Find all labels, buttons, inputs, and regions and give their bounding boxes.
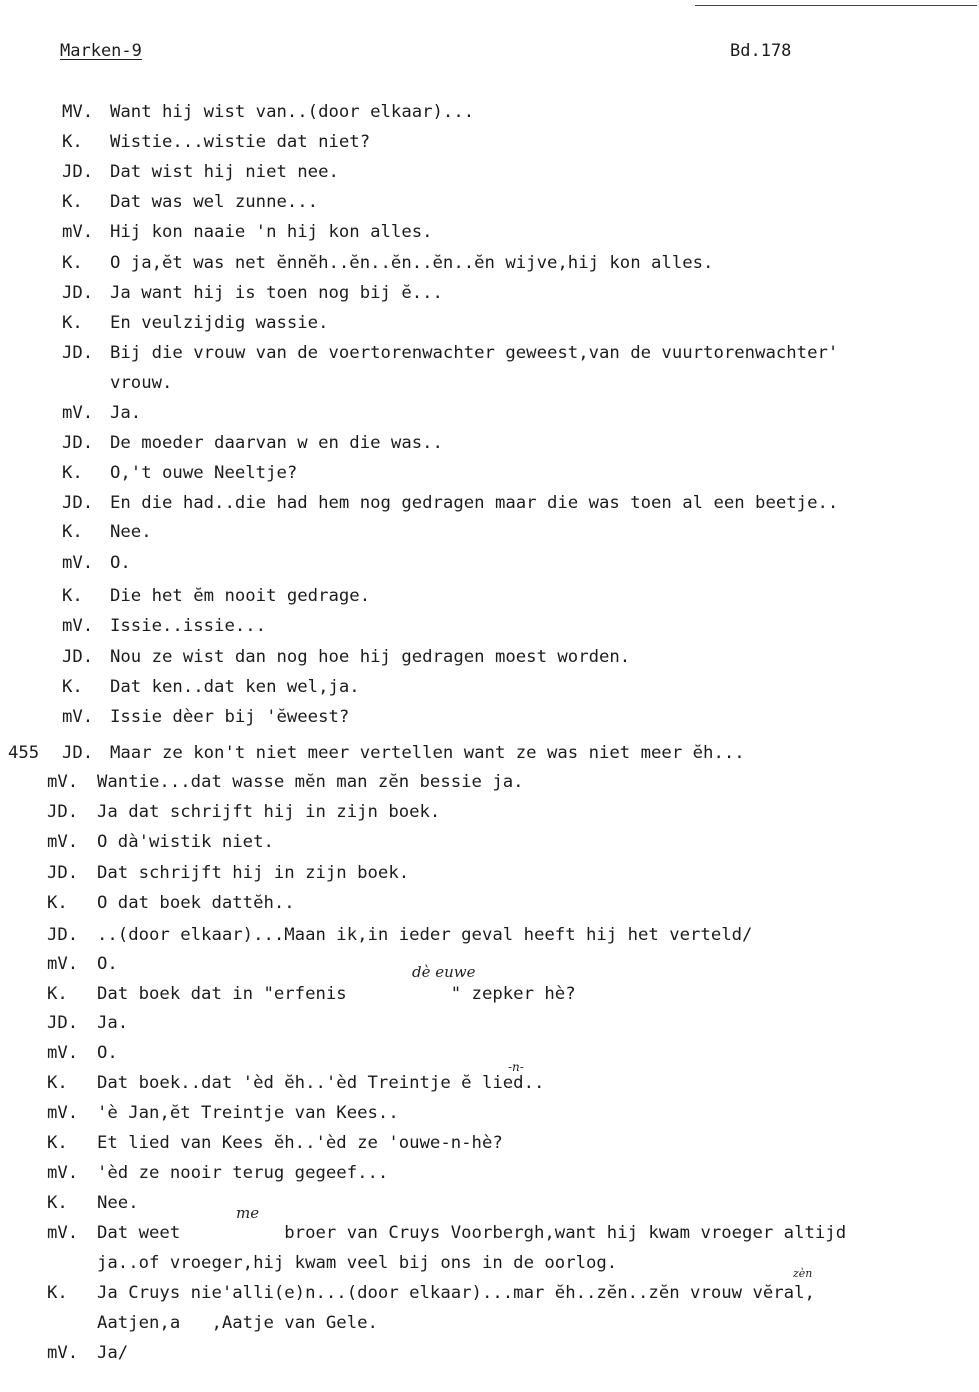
line-number: 455	[8, 743, 40, 763]
speaker-label: K.	[62, 192, 83, 212]
utterance-text: O.	[97, 954, 118, 974]
utterance-text: O,'t ouwe Neeltje?	[110, 463, 298, 483]
utterance-text: Dat weet broer van Cruys Voorbergh,want hij kwam vroeger altijd	[97, 1223, 847, 1243]
handwritten-note-treintje: -n-	[508, 1060, 524, 1074]
speaker-label: K.	[47, 1193, 68, 1213]
utterance-text: En die had..die had hem nog gedragen maar die was toen al een beetje..	[110, 493, 839, 513]
speaker-label: K.	[62, 522, 83, 542]
utterance-text: Issie dèer bij 'ĕweest?	[110, 707, 350, 727]
utterance-text: Dat boek..dat 'èd ĕh..'èd Treintje ĕ lied..	[97, 1073, 545, 1093]
utterance-text: Ja dat schrijft hij in zijn boek.	[97, 802, 441, 822]
utterance-text: Et lied van Kees ĕh..'èd ze 'ouwe-n-hè?	[97, 1133, 503, 1153]
speaker-label: JD.	[62, 493, 94, 513]
utterance-text: O dà'wistik niet.	[97, 832, 274, 852]
utterance-text: Dat boek dat in "erfenis " zepker hè?	[97, 984, 576, 1004]
handwritten-note-erfenis: dè euwe	[412, 963, 476, 981]
utterance-text: 'èd ze nooir terug gegeef...	[97, 1163, 389, 1183]
speaker-label: JD.	[62, 647, 94, 667]
utterance-text: Ja/	[97, 1343, 129, 1363]
utterance-text: vrouw.	[110, 373, 173, 393]
utterance-text: Ja.	[110, 403, 142, 423]
speaker-label: JD.	[47, 1013, 79, 1033]
speaker-label: mV.	[47, 832, 79, 852]
utterance-text: Dat schrijft hij in zijn boek.	[97, 863, 410, 883]
speaker-label: JD.	[47, 925, 79, 945]
utterance-text: Bij die vrouw van de voertorenwachter geweest,van de vuurtorenwachter'	[110, 343, 839, 363]
utterance-text: De moeder daarvan w en die was..	[110, 433, 443, 453]
speaker-label: K.	[62, 253, 83, 273]
speaker-label: K.	[47, 1073, 68, 1093]
utterance-text: Wistie...wistie dat niet?	[110, 132, 371, 152]
speaker-label: JD.	[62, 743, 94, 763]
utterance-text: Wantie...dat wasse mĕn man zĕn bessie ja.	[97, 772, 524, 792]
handwritten-note-zen: zèn	[793, 1267, 813, 1280]
utterance-text: Ja Cruys nie'alli(e)n...(door elkaar)...mar ĕh..zĕn..zĕn vrouw vĕral,	[97, 1283, 815, 1303]
speaker-label: mV.	[62, 553, 94, 573]
speaker-label: JD.	[62, 283, 94, 303]
speaker-label: K.	[62, 313, 83, 333]
speaker-label: JD.	[62, 433, 94, 453]
speaker-label: K.	[47, 984, 68, 1004]
speaker-label: mV.	[47, 1163, 79, 1183]
utterance-text: Hij kon naaie 'n hij kon alles.	[110, 222, 433, 242]
speaker-label: K.	[62, 463, 83, 483]
utterance-text: O.	[97, 1043, 118, 1063]
speaker-label: mV.	[47, 1043, 79, 1063]
page-reference: Bd.178	[730, 41, 792, 61]
speaker-label: mV.	[47, 954, 79, 974]
utterance-text: 'è Jan,ĕt Treintje van Kees..	[97, 1103, 399, 1123]
speaker-label: mV.	[62, 707, 94, 727]
speaker-label: mV.	[62, 222, 94, 242]
speaker-label: mV.	[47, 1223, 79, 1243]
utterance-text: Want hij wist van..(door elkaar)...	[110, 102, 475, 122]
speaker-label: JD.	[47, 863, 79, 883]
utterance-text: O.	[110, 553, 131, 573]
speaker-label: mV.	[62, 403, 94, 423]
utterance-text: Die het ĕm nooit gedrage.	[110, 586, 371, 606]
utterance-text: Dat was wel zunne...	[110, 192, 319, 212]
speaker-label: mV.	[47, 772, 79, 792]
utterance-text: Aatjen,a ,Aatje van Gele.	[97, 1313, 378, 1333]
speaker-label: MV.	[62, 102, 94, 122]
utterance-text: ..(door elkaar)...Maan ik,in ieder geval heeft hij het verteld/	[97, 925, 753, 945]
speaker-label: K.	[47, 1283, 68, 1303]
speaker-label: K.	[62, 132, 83, 152]
speaker-label: K.	[47, 893, 68, 913]
utterance-text: O ja,ĕt was net ĕnnĕh..ĕn..ĕn..ĕn..ĕn wijve,hij kon alles.	[110, 253, 714, 273]
top-rule	[695, 5, 977, 6]
utterance-text: ja..of vroeger,hij kwam veel bij ons in de oorlog.	[97, 1253, 618, 1273]
speaker-label: mV.	[62, 616, 94, 636]
speaker-label: JD.	[62, 343, 94, 363]
utterance-text: Ja.	[97, 1013, 129, 1033]
handwritten-note-weet: me	[236, 1204, 260, 1222]
speaker-label: K.	[62, 586, 83, 606]
utterance-text: Maar ze kon't niet meer vertellen want ze was niet meer ĕh...	[110, 743, 745, 763]
utterance-text: Nou ze wist dan nog hoe hij gedragen moest worden.	[110, 647, 631, 667]
utterance-text: Ja want hij is toen nog bij ĕ...	[110, 283, 443, 303]
utterance-text: O dat boek dattĕh..	[97, 893, 295, 913]
speaker-label: JD.	[62, 162, 94, 182]
utterance-text: Dat wist hij niet nee.	[110, 162, 339, 182]
utterance-text: Nee.	[110, 522, 152, 542]
speaker-label: mV.	[47, 1103, 79, 1123]
speaker-label: K.	[62, 677, 83, 697]
speaker-label: K.	[47, 1133, 68, 1153]
utterance-text: Dat ken..dat ken wel,ja.	[110, 677, 360, 697]
speaker-label: JD.	[47, 802, 79, 822]
utterance-text: Nee.	[97, 1193, 139, 1213]
utterance-text: Issie..issie...	[110, 616, 267, 636]
utterance-text: En veulzijdig wassie.	[110, 313, 329, 333]
speaker-label: mV.	[47, 1343, 79, 1363]
document-title: Marken-9	[60, 41, 142, 61]
